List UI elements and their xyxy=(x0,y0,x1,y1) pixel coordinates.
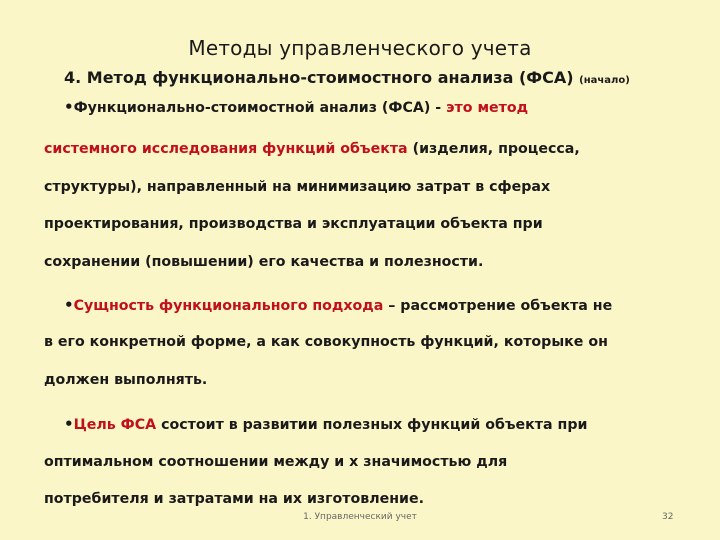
p2-line-1 xyxy=(64,296,612,315)
p1-line-4: проектирования, производства и эксплуатации объекта при xyxy=(44,216,543,232)
p1-l1-a: Функционально-стоимостной анализ (ФСА) - xyxy=(73,100,447,116)
p3-line-3: потребителя и затратами на их изготовление. xyxy=(44,491,425,507)
p1-line-2 xyxy=(44,140,580,158)
p3-l1-a: Цель ФСА xyxy=(73,417,157,433)
subtitle-main: 4. Метод функционально-стоимостного анализа (ФСА) xyxy=(64,68,574,87)
p1-l2-b: (изделия, процесса, xyxy=(407,141,580,157)
footer-text: 1. Управленческий учет xyxy=(303,512,417,522)
p1-l1-b: это метод xyxy=(446,100,529,116)
p2-l1-a: Сущность функционального подхода xyxy=(73,298,384,314)
bullet-2: • xyxy=(64,296,74,314)
page-number: 32 xyxy=(662,512,674,522)
subtitle-note: (начало) xyxy=(579,75,630,86)
p1-line-5: сохранении (повышении) его качества и полезности. xyxy=(44,254,484,270)
p3-line-1 xyxy=(64,415,587,434)
slide-title: Методы управленческого учета xyxy=(188,36,532,60)
p2-line-2: в его конкретной форме, а как совокупность функций, которыке он xyxy=(44,334,608,350)
p1-line-3: структуры), направленный на минимизацию затрат в сферах xyxy=(44,179,551,195)
p2-l1-b: – рассмотрение объекта не xyxy=(383,298,613,314)
bullet-3: • xyxy=(64,415,74,433)
p1-l2-a: системного исследования функций объекта xyxy=(44,141,408,157)
p2-line-3: должен выполнять. xyxy=(44,372,208,388)
p3-line-2: оптимальном соотношении между и х значимостью для xyxy=(44,454,508,470)
bullet-1: • xyxy=(64,98,74,116)
p3-l1-b: состоит в развитии полезных функций объекта при xyxy=(156,417,588,433)
p1-line-1 xyxy=(64,98,528,117)
slide-subtitle xyxy=(64,68,704,87)
